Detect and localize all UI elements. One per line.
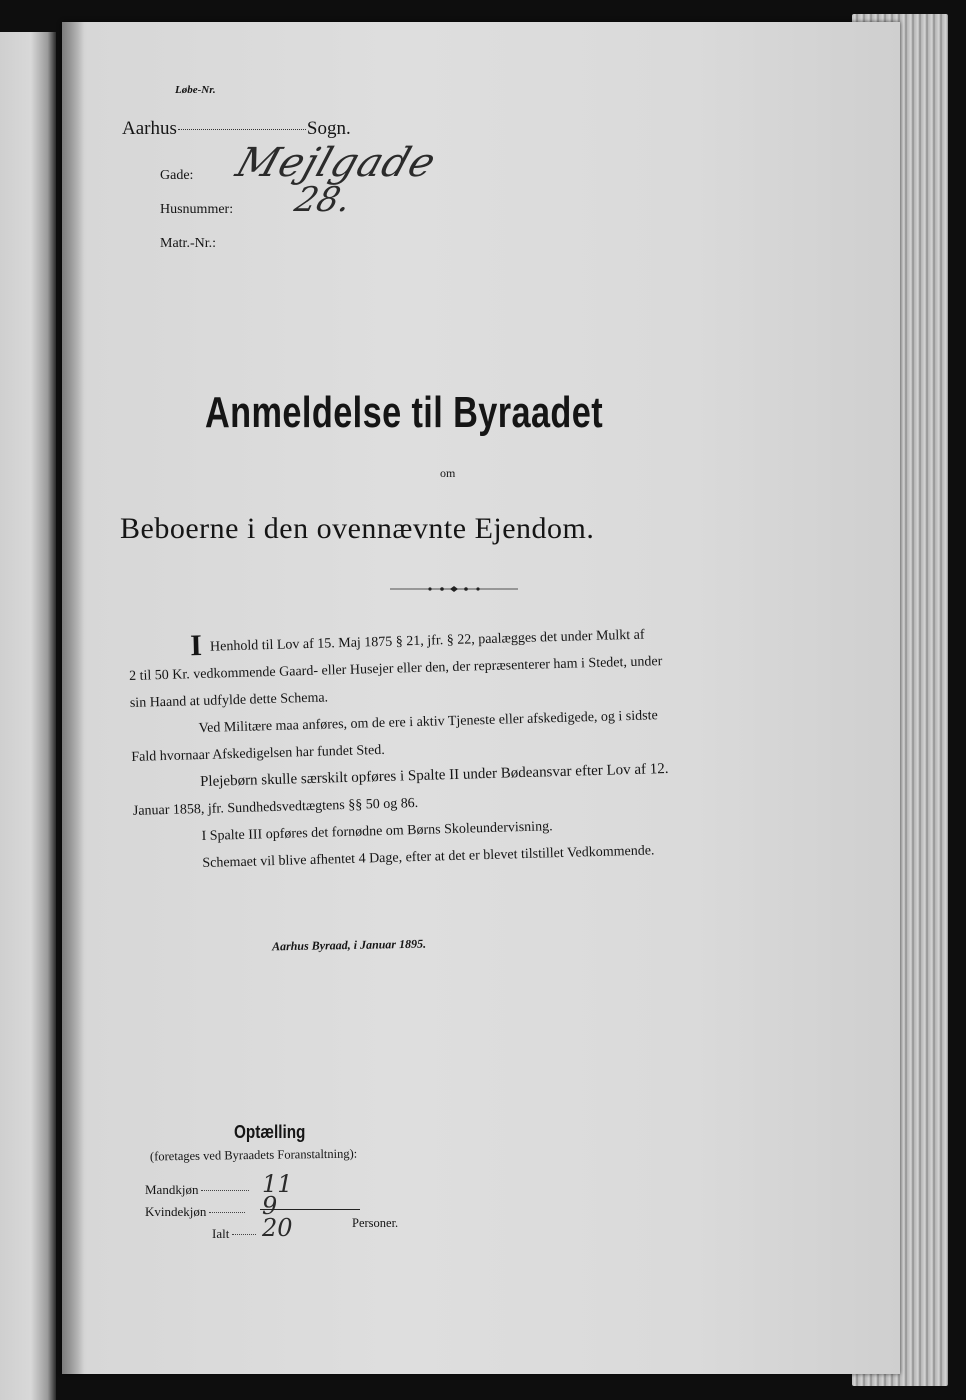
count-title: Optælling [234,1122,306,1142]
female-label: Kvindekjøn [145,1204,207,1219]
female-leader [209,1212,245,1213]
parish-fill-line [178,129,306,130]
loebe-nr-label: Løbe-Nr. [175,84,216,96]
count-note: (foretages ved Byraadets Foranstaltning): [149,1146,358,1164]
parish-line [122,118,351,140]
paragraph-1-line-3: sin Haand at udfylde dette Schema. [129,690,329,711]
husnummer-handwritten-value: 28. [290,180,356,220]
total-row [212,1226,256,1242]
page-fold-shadow [62,22,84,1374]
signature-line: Aarhus Byraad, i Januar 1895. [271,936,427,954]
total-handwritten-value: 20 [262,1214,293,1242]
paragraph-4: I Spalte III opføres det fornødne om Børns Skoleundervisning. [201,819,553,845]
paragraph-3-line-2: Januar 1858, jfr. Sundhedsvedtægtens §§ 50 og 86. [132,795,419,819]
ornament-divider [390,584,518,594]
parish-suffix: Sogn. [306,118,351,139]
document-subtitle: Beboerne i den ovennævnte Ejendom. [120,512,595,545]
paragraph-5: Schemaet vil blive afhentet 4 Dage, efter at det er blevet tilstillet Vedkommende. [202,843,655,872]
male-row [145,1182,249,1198]
matr-nr-label: Matr.-Nr.: [160,236,216,251]
paragraph-2-line-1: Ved Militære maa anføres, om de ere i aktiv Tjeneste eller afskedigede, og i sidste [198,708,658,737]
drop-cap: I [189,628,203,663]
female-row [145,1204,245,1220]
sum-line [260,1209,360,1210]
male-leader [201,1190,249,1191]
previous-page-edge [0,32,56,1400]
document-title: Anmeldelse til Byraadet [205,388,604,437]
persons-unit: Personer. [352,1216,399,1230]
paragraph-2-line-2: Fald hvornaar Afskedigelsen har fundet Sted. [131,742,386,765]
female-handwritten-value: 9 [262,1192,278,1220]
husnummer-label: Husnummer: [160,202,234,217]
paragraph-3-line-1: Plejebørn skulle særskilt opføres i Spalte II under Bødeansvar efter Lov af 12. [199,760,669,791]
paragraph-1-line-2: 2 til 50 Kr. vedkommende Gaard- eller Husejer eller den, der repræsenterer ham i Stedet, under [128,654,663,684]
total-label: Ialt [212,1226,230,1241]
parish-prefix: Aarhus [122,118,177,139]
gade-handwritten-value: Mejlgade [230,140,443,186]
gade-label: Gade: [160,168,194,183]
instructions-text [128,617,805,879]
paragraph-1-line-1: I Henhold til Lov af 15. Maj 1875 § 21, jfr. § 22, paalægges det under Mulkt af [189,627,645,663]
male-label: Mandkjøn [145,1182,199,1197]
male-handwritten-value: 11 [262,1170,293,1198]
title-connector: om [440,466,456,480]
total-leader [232,1234,256,1235]
